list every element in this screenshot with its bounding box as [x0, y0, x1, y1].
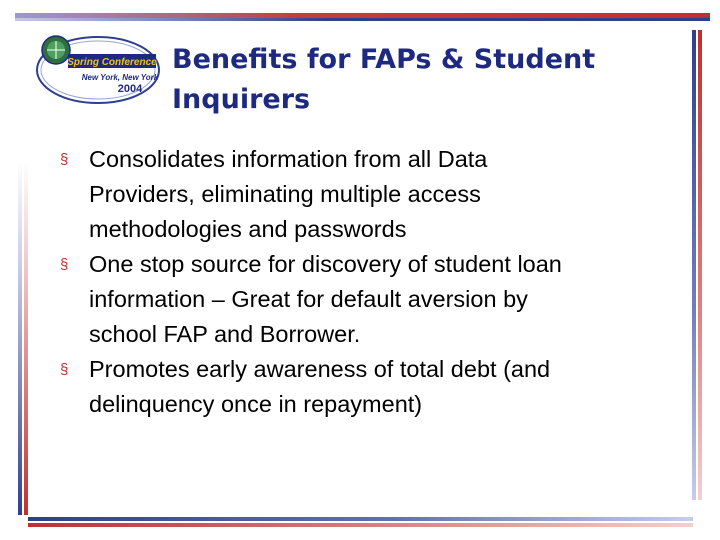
slide-title-line2: Inquirers — [172, 84, 311, 115]
logo-line3: 2004 — [117, 83, 143, 95]
bullet-item — [60, 352, 680, 422]
bullet-line: Providers, eliminating multiple access — [89, 181, 481, 207]
bullet-list — [60, 142, 680, 422]
globe-emblem-icon — [42, 36, 70, 64]
right-red-bar — [698, 30, 702, 500]
bullet-item — [60, 142, 680, 247]
bullet-line: information – Great for default aversion by — [89, 286, 528, 312]
bullet-line: One stop source for discovery of student loan — [89, 251, 562, 277]
slide-title — [172, 40, 682, 120]
left-blue-bar — [18, 160, 22, 515]
bottom-blue-bar — [28, 517, 693, 521]
conference-logo — [34, 30, 162, 106]
bullet-item — [60, 247, 680, 352]
bottom-red-bar — [28, 523, 693, 527]
square-bullet-icon: § — [60, 361, 69, 378]
slide-title-line1: Benefits for FAPs & Student — [172, 44, 596, 75]
bullet-line: methodologies and passwords — [89, 216, 407, 242]
logo-line2: New York, New York — [81, 73, 159, 82]
top-blue-bar — [15, 18, 710, 21]
bullet-line: Consolidates information from all Data — [89, 146, 488, 172]
right-blue-bar — [692, 30, 696, 500]
logo-line1: Spring Conference — [67, 57, 157, 68]
bullet-line: school FAP and Borrower. — [89, 321, 361, 347]
left-red-bar — [24, 160, 28, 515]
square-bullet-icon: § — [60, 151, 69, 168]
square-bullet-icon: § — [60, 256, 69, 273]
bullet-line: Promotes early awareness of total debt (and — [89, 356, 551, 382]
bullet-line: delinquency once in repayment) — [89, 391, 423, 417]
